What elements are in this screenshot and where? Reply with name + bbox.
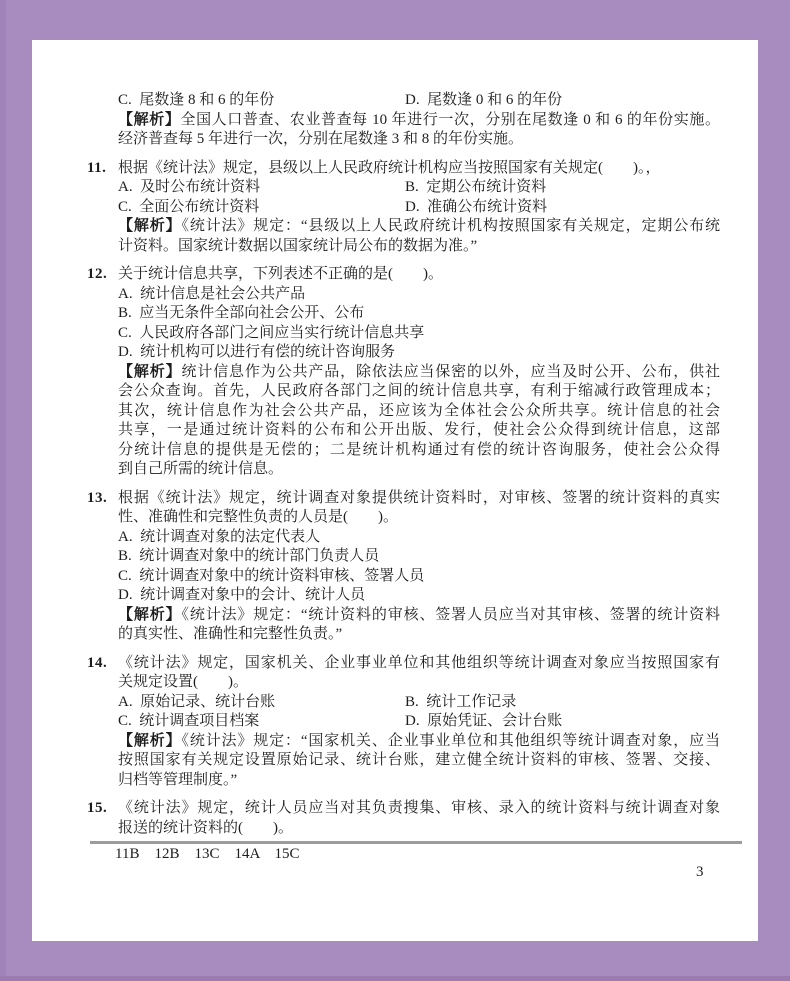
analysis-line: 会公众查询。首先，人民政府各部门之间的统计信息共享，有利于缩减行政管理成本； xyxy=(118,383,720,399)
question-13 xyxy=(87,489,720,645)
option-14-a: A. 原始记录、统计台账 xyxy=(118,693,276,710)
option-12-d: D. 统计机构可以进行有偿的统计咨询服务 xyxy=(118,344,396,360)
analysis-text: 统计信息作为公共产品，除依法应当保密的以外，应当及时公开、公布，供社 xyxy=(181,363,720,380)
analysis-label: 【解析】 xyxy=(118,111,181,128)
analysis-text: 《统计法》规定：“统计资料的审核、签署人员应当对其审核、签署的统计资料 xyxy=(181,606,720,623)
question-stem: 报送的统计资料的( )。 xyxy=(118,819,293,836)
question-stem: 《统计法》规定，国家机关、企业事业单位和其他组织等统计调查对象应当按照国家有 xyxy=(118,654,720,671)
document-page xyxy=(32,40,758,941)
page-number: 3 xyxy=(696,864,704,880)
analysis-label: 【解析】 xyxy=(118,606,182,623)
analysis-line: 的真实性、准确性和完整性负责。” xyxy=(118,626,343,642)
scan-edge-shadow-bottom xyxy=(0,976,790,981)
question-stem: 根据《统计法》规定，县级以上人民政府统计机构应当按照国家有关规定( )。， xyxy=(118,159,661,176)
answer-key: 11B 12B 13C 14A 15C xyxy=(115,846,300,862)
question-14 xyxy=(87,654,720,791)
footer-divider xyxy=(90,841,742,844)
analysis-line xyxy=(118,732,720,752)
option-row xyxy=(118,178,720,198)
option-12-a: A. 统计信息是社会公共产品 xyxy=(118,285,306,302)
question-stem: 性、准确性和完整性负责的人员是( )。 xyxy=(118,509,398,525)
option-13-c: C. 统计调查对象中的统计资料审核、签署人员 xyxy=(118,567,425,584)
analysis-line xyxy=(118,111,720,131)
option-10-d: D. 尾数逢 0 和 6 的年份 xyxy=(405,92,563,108)
question-number: 14. xyxy=(87,654,108,671)
question-12 xyxy=(87,265,720,480)
question-15 xyxy=(87,799,720,838)
analysis-line xyxy=(118,217,720,237)
analysis-label: 【解析】 xyxy=(118,732,182,749)
question-number: 15. xyxy=(87,800,108,816)
analysis-line xyxy=(118,363,720,383)
option-11-c: C. 全面公布统计资料 xyxy=(118,198,260,215)
scan-edge-shadow-left xyxy=(0,0,6,981)
option-row xyxy=(118,693,720,713)
analysis-line: 经济普查每 5 年进行一次，分别在尾数逢 3 和 8 的年份实施。 xyxy=(118,131,524,147)
question-number: 13. xyxy=(87,489,108,506)
option-14-b: B. 统计工作记录 xyxy=(405,693,517,710)
question-11 xyxy=(87,159,720,257)
option-row xyxy=(118,712,720,732)
analysis-text: 全国人口普查、农业普查每 10 年进行一次，分别在尾数逢 0 和 6 的年份实施。 xyxy=(180,111,720,128)
question-stem: 关于统计信息共享，下列表述不正确的是( )。 xyxy=(118,266,443,282)
option-10-c: C. 尾数逢 8 和 6 的年份 xyxy=(118,92,275,108)
option-11-a: A. 及时公布统计资料 xyxy=(118,179,261,195)
analysis-label: 【解析】 xyxy=(118,363,182,380)
option-13-b: B. 统计调查对象中的统计部门负责人员 xyxy=(118,548,380,564)
question-stem: 关规定设置( )。 xyxy=(118,674,248,690)
option-14-c: C. 统计调查项目档案 xyxy=(118,713,260,729)
option-13-a: A. 统计调查对象的法定代表人 xyxy=(118,528,321,545)
question-10-partial xyxy=(118,91,720,150)
analysis-line: 到自己所需的统计信息。 xyxy=(118,461,284,477)
question-stem: 根据《统计法》规定，统计调查对象提供统计资料时，对审核、签署的统计资料的真实 xyxy=(118,489,720,506)
option-12-c: C. 人民政府各部门之间应当实行统计信息共享 xyxy=(118,324,425,341)
analysis-text: 《统计法》规定：“国家机关、企业事业单位和其他组织等统计调查对象，应当 xyxy=(181,732,720,749)
analysis-line: 归档等管理制度。” xyxy=(118,771,238,788)
option-14-d: D. 原始凭证、会计台账 xyxy=(405,713,563,729)
option-11-b: B. 定期公布统计资料 xyxy=(405,179,547,195)
analysis-line: 共享，一是通过统计资料的公布和公开出版、发行，使社会公众得到统计信息，这部 xyxy=(118,422,720,438)
analysis-text: 《统计法》规定：“县级以上人民政府统计机构按照国家有关规定，定期公布统 xyxy=(181,218,720,234)
option-12-b: B. 应当无条件全部向社会公开、公布 xyxy=(118,305,365,321)
question-number: 11. xyxy=(87,159,107,176)
analysis-line: 分统计信息的提供是无偿的；二是统计机构通过有偿的统计咨询服务，使社会公众得 xyxy=(118,441,720,458)
question-number: 12. xyxy=(87,266,108,282)
option-13-d: D. 统计调查对象中的会计、统计人员 xyxy=(118,587,366,603)
page-content xyxy=(87,91,720,838)
analysis-line: 按照国家有关规定设置原始记录、统计台账，建立健全统计资料的审核、签署、交接、 xyxy=(118,752,720,768)
option-row xyxy=(118,91,720,111)
question-stem: 《统计法》规定，统计人员应当对其负责搜集、审核、录入的统计资料与统计调查对象 xyxy=(118,800,720,816)
analysis-line: 计资料。国家统计数据以国家统计局公布的数据为准。” xyxy=(118,237,478,254)
option-11-d: D. 准确公布统计资料 xyxy=(405,198,548,215)
analysis-label: 【解析】 xyxy=(118,218,182,234)
analysis-line xyxy=(118,606,720,626)
option-row xyxy=(118,198,720,218)
analysis-line: 其次，统计信息作为社会公共产品，还应该为全体社会公众所共享。统计信息的社会 xyxy=(118,402,720,419)
